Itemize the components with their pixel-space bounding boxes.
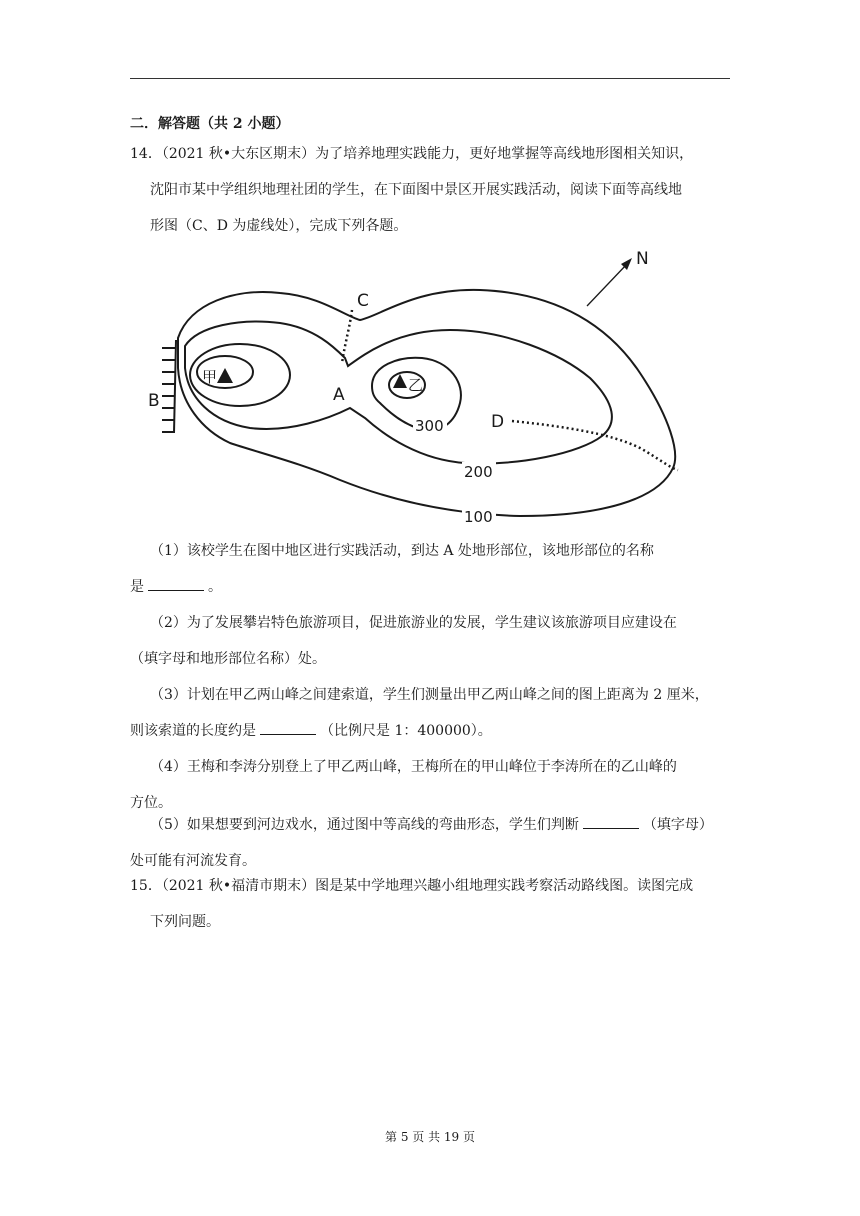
- peak-jia-label: 甲: [202, 368, 218, 386]
- contour-100: [178, 290, 675, 516]
- s3-prefix: 则该索道的长度约是: [130, 723, 256, 739]
- label-d: D: [491, 412, 505, 432]
- north-label: N: [636, 249, 649, 269]
- sub-question-2: [130, 605, 730, 677]
- question-14: [130, 136, 730, 244]
- cliff-hatch-icon: [162, 340, 176, 433]
- s5-suffix: （填字母）: [642, 817, 713, 833]
- contour-200: [185, 322, 612, 464]
- sub-question-1: [130, 533, 730, 605]
- header-rule: [130, 78, 730, 79]
- sub-question-3: [130, 677, 730, 749]
- s1-line-1: （1）该校学生在图中地区进行实践活动，到达 A 处地形部位，该地形部位的名称: [150, 543, 654, 559]
- contour-map: [140, 238, 700, 528]
- answer-blank-1[interactable]: [148, 576, 204, 591]
- answer-blank-5[interactable]: [583, 814, 639, 829]
- q14-line-2: 沈阳市某中学组织地理社团的学生，在下面图中景区开展实践活动，阅读下面等高线地: [150, 182, 682, 198]
- page-footer: 第 5 页 共 19 页: [385, 1130, 475, 1144]
- peak-triangle-icon: [217, 368, 233, 383]
- s2-line-1: （2）为了发展攀岩特色旅游项目，促进旅游业的发展，学生建议该旅游项目应建设在: [150, 615, 677, 631]
- s5-line-2: 处可能有河流发育。: [130, 853, 256, 869]
- q15-line-1: 15．（2021 秋•福清市期末）图是某中学地理兴趣小组地理实践考察活动路线图。读图完成: [130, 878, 694, 894]
- s3-suffix: （比例尺是 1：400000）。: [320, 723, 492, 739]
- q14-line-1: 14．（2021 秋•大东区期末）为了培养地理实践能力，更好地掌握等高线地形图相关知识，: [130, 146, 694, 162]
- peak-yi-label: 乙: [408, 376, 424, 394]
- label-a: A: [333, 385, 345, 405]
- s3-line-2: [130, 713, 730, 749]
- s1-line-2: [130, 569, 730, 605]
- label-b: B: [148, 391, 160, 411]
- s4-line-2: 方位。: [130, 795, 172, 811]
- q14-line-3: 形图（C、D 为虚线处），完成下列各题。: [150, 218, 408, 234]
- valley-d-dotted: [512, 421, 678, 470]
- s4-line-1: （4）王梅和李涛分别登上了甲乙两山峰，王梅所在的甲山峰位于李涛所在的乙山峰的: [150, 759, 677, 775]
- q15-line-2: 下列问题。: [150, 914, 220, 930]
- s3-line-1: （3）计划在甲乙两山峰之间建索道，学生们测量出甲乙两山峰之间的图上距离为 2 厘米，: [150, 687, 709, 703]
- north-arrow-icon: [587, 258, 632, 306]
- s5-line-1: [150, 807, 730, 843]
- question-15: [130, 868, 730, 940]
- s1-prefix: 是: [130, 579, 144, 595]
- answer-blank-3[interactable]: [260, 720, 316, 735]
- ridge-c-dotted: [342, 310, 352, 363]
- s1-suffix: 。: [208, 579, 222, 595]
- contour-300-label: 300: [415, 417, 444, 435]
- contour-200-label: 200: [464, 463, 493, 481]
- section-title: 二．解答题（共 2 小题）: [130, 116, 290, 132]
- s2-line-2: （填字母和地形部位名称）处。: [130, 651, 326, 667]
- label-c: C: [357, 291, 369, 311]
- contour-100-label: 100: [464, 508, 493, 526]
- s5-prefix: （5）如果想要到河边戏水，通过图中等高线的弯曲形态，学生们判断: [150, 817, 579, 833]
